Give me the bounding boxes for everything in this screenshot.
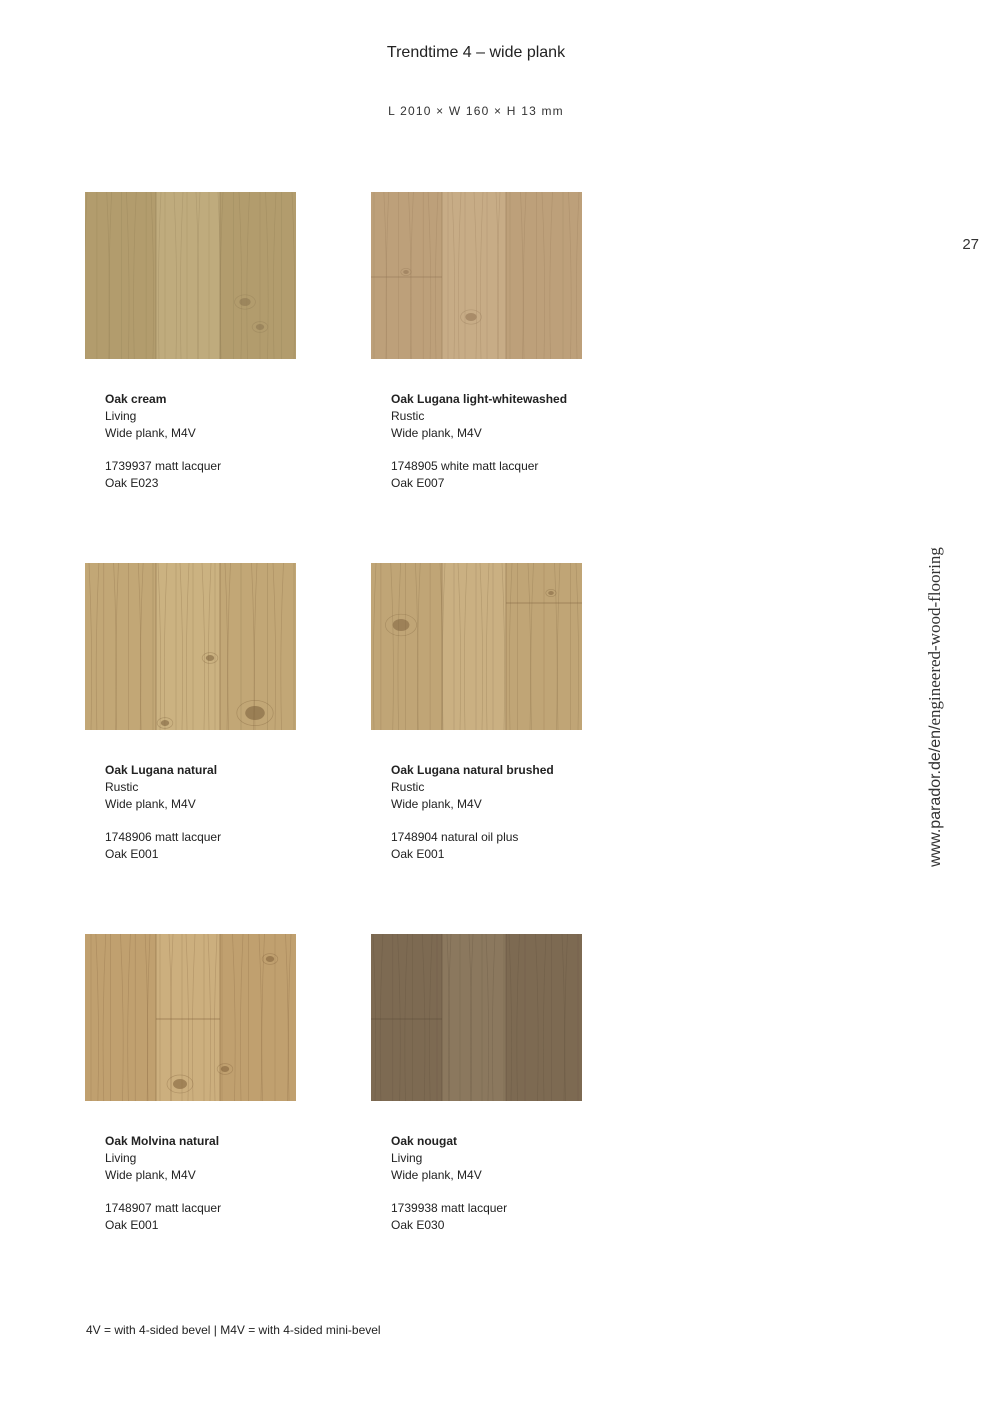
wood-swatch <box>371 192 582 359</box>
product-format: Wide plank, M4V <box>391 796 482 811</box>
product-decor: Oak E001 <box>105 1217 159 1232</box>
product-decor: Oak E030 <box>391 1217 445 1232</box>
bevel-footnote: 4V = with 4-sided bevel | M4V = with 4-sided mini-bevel <box>86 1323 381 1337</box>
product-name: Oak Lugana light-whitewashed <box>391 392 568 406</box>
wood-swatch <box>371 563 582 730</box>
wood-texture <box>85 563 296 730</box>
product-code-finish: 1748905 white matt lacquer <box>391 459 539 474</box>
product-code-finish: 1748904 natural oil plus <box>391 830 519 845</box>
wood-texture <box>85 934 296 1101</box>
product-name: Oak Lugana natural <box>105 763 218 777</box>
wood-texture <box>371 192 582 359</box>
product-name: Oak Molvina natural <box>105 1134 220 1148</box>
side-url[interactable] <box>925 547 945 867</box>
product-info <box>105 391 345 492</box>
product-style: Living <box>105 1150 137 1165</box>
product-style: Rustic <box>391 779 425 794</box>
product-format: Wide plank, M4V <box>105 425 196 440</box>
side-url-domain: www.parador.de/en/ <box>927 725 944 867</box>
product-code-finish: 1739938 matt lacquer <box>391 1201 508 1216</box>
product-decor: Oak E007 <box>391 475 445 490</box>
product-style: Living <box>105 408 137 423</box>
product-name: Oak Lugana natural brushed <box>391 763 554 777</box>
product-code-finish: 1748906 matt lacquer <box>105 830 222 845</box>
product-format: Wide plank, M4V <box>105 1167 196 1182</box>
wood-texture <box>85 192 296 359</box>
product-decor: Oak E023 <box>105 475 159 490</box>
product-code-finish: 1739937 matt lacquer <box>105 459 222 474</box>
wood-swatch <box>85 934 296 1101</box>
product-name: Oak cream <box>105 392 167 406</box>
page-number: 27 <box>962 236 979 253</box>
page-title: Trendtime 4 – wide plank <box>386 44 566 61</box>
wood-texture <box>371 563 582 730</box>
wood-swatch <box>85 192 296 359</box>
wood-swatch <box>85 563 296 730</box>
plank-dimensions: L 2010 × W 160 × H 13 mm <box>388 104 564 118</box>
product-info <box>105 1133 345 1234</box>
product-format: Wide plank, M4V <box>391 1167 482 1182</box>
product-style: Rustic <box>391 408 425 423</box>
side-url-path: engineered-wood-flooring <box>925 547 944 726</box>
wood-texture <box>371 934 582 1101</box>
product-info <box>391 391 631 492</box>
product-info <box>391 762 631 863</box>
product-style: Living <box>391 1150 423 1165</box>
product-style: Rustic <box>105 779 139 794</box>
product-decor: Oak E001 <box>391 846 445 861</box>
product-format: Wide plank, M4V <box>105 796 196 811</box>
product-name: Oak nougat <box>391 1134 458 1148</box>
product-format: Wide plank, M4V <box>391 425 482 440</box>
wood-swatch <box>371 934 582 1101</box>
product-decor: Oak E001 <box>105 846 159 861</box>
product-code-finish: 1748907 matt lacquer <box>105 1201 222 1216</box>
product-info <box>391 1133 631 1234</box>
product-info <box>105 762 345 863</box>
